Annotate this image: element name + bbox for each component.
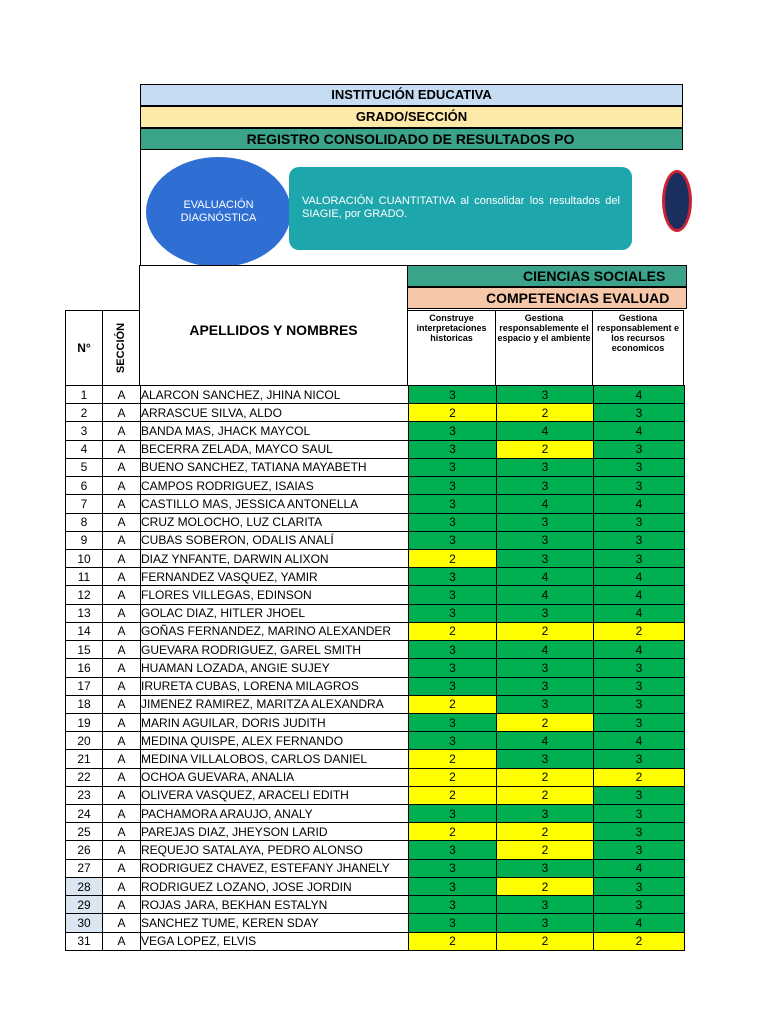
row-number: 24 — [66, 805, 103, 823]
row-seccion: A — [103, 877, 141, 895]
row-seccion: A — [103, 513, 141, 531]
row-comp1-score: 2 — [409, 404, 497, 422]
col-header-seccion — [102, 310, 140, 386]
row-comp3-score: 3 — [594, 841, 685, 859]
row-comp1-score: 3 — [409, 896, 497, 914]
row-comp1-score: 3 — [409, 531, 497, 549]
row-comp1-score: 2 — [409, 786, 497, 804]
row-comp1-score: 3 — [409, 386, 497, 404]
row-comp3-score: 2 — [594, 932, 685, 950]
row-number: 22 — [66, 768, 103, 786]
row-comp2-score: 3 — [497, 386, 594, 404]
row-comp2-score: 3 — [497, 513, 594, 531]
row-number: 12 — [66, 586, 103, 604]
row-comp1-score: 2 — [409, 823, 497, 841]
table-row — [66, 531, 685, 549]
row-student-name: JIMENEZ RAMIREZ, MARITZA ALEXANDRA — [141, 695, 409, 713]
row-comp2-score: 3 — [497, 477, 594, 495]
row-comp1-score: 3 — [409, 586, 497, 604]
row-number: 4 — [66, 440, 103, 458]
row-student-name: GOLAC DIAZ, HITLER JHOEL — [141, 604, 409, 622]
row-student-name: SANCHEZ TUME, KEREN SDAY — [141, 914, 409, 932]
row-number: 7 — [66, 495, 103, 513]
row-comp2-score: 3 — [497, 695, 594, 713]
table-row — [66, 841, 685, 859]
row-comp2-score: 2 — [497, 786, 594, 804]
evaluacion-diagnostica-badge: EVALUACIÓN DIAGNÓSTICA — [146, 157, 291, 267]
row-student-name: FLORES VILLEGAS, EDINSON — [141, 586, 409, 604]
row-number: 9 — [66, 531, 103, 549]
row-comp2-score: 3 — [497, 914, 594, 932]
row-seccion: A — [103, 896, 141, 914]
institucion-band: INSTITUCIÓN EDUCATIVA — [140, 84, 683, 106]
students-table-body — [66, 386, 685, 951]
row-student-name: CAMPOS RODRIGUEZ, ISAIAS — [141, 477, 409, 495]
row-comp3-score: 3 — [594, 531, 685, 549]
row-seccion: A — [103, 805, 141, 823]
table-row — [66, 914, 685, 932]
table-row — [66, 404, 685, 422]
row-comp2-score: 3 — [497, 659, 594, 677]
row-comp1-score: 3 — [409, 914, 497, 932]
row-comp2-score: 2 — [497, 877, 594, 895]
table-row — [66, 477, 685, 495]
row-comp2-score: 3 — [497, 604, 594, 622]
row-comp2-score: 4 — [497, 568, 594, 586]
row-comp2-score: 3 — [497, 549, 594, 567]
row-comp1-score: 3 — [409, 659, 497, 677]
row-comp1-score: 2 — [409, 768, 497, 786]
row-student-name: PACHAMORA ARAUJO, ANALY — [141, 805, 409, 823]
row-student-name: CRUZ MOLOCHO, LUZ CLARITA — [141, 513, 409, 531]
row-seccion: A — [103, 659, 141, 677]
table-row — [66, 677, 685, 695]
row-seccion: A — [103, 586, 141, 604]
row-student-name: MARIN AGUILAR, DORIS JUDITH — [141, 713, 409, 731]
students-table — [65, 385, 685, 951]
row-student-name: VEGA LOPEZ, ELVIS — [141, 932, 409, 950]
row-seccion: A — [103, 458, 141, 476]
row-number: 11 — [66, 568, 103, 586]
row-comp1-score: 2 — [409, 622, 497, 640]
row-comp2-score: 4 — [497, 495, 594, 513]
row-comp3-score: 4 — [594, 641, 685, 659]
row-comp1-score: 3 — [409, 477, 497, 495]
row-comp3-score: 4 — [594, 386, 685, 404]
row-student-name: RODRIGUEZ CHAVEZ, ESTEFANY JHANELY — [141, 859, 409, 877]
row-number: 25 — [66, 823, 103, 841]
row-number: 13 — [66, 604, 103, 622]
row-comp1-score: 3 — [409, 641, 497, 659]
row-number: 28 — [66, 877, 103, 895]
row-seccion: A — [103, 750, 141, 768]
table-row — [66, 513, 685, 531]
table-row — [66, 713, 685, 731]
row-comp3-score: 3 — [594, 823, 685, 841]
row-seccion: A — [103, 440, 141, 458]
table-row — [66, 568, 685, 586]
row-comp2-score: 2 — [497, 440, 594, 458]
seccion-label: SECCIÓN — [115, 322, 127, 374]
table-row — [66, 695, 685, 713]
row-comp3-score: 3 — [594, 549, 685, 567]
row-student-name: DIAZ YNFANTE, DARWIN ALIXON — [141, 549, 409, 567]
row-seccion: A — [103, 422, 141, 440]
row-comp3-score: 3 — [594, 750, 685, 768]
row-comp1-score: 2 — [409, 932, 497, 950]
row-student-name: OCHOA GUEVARA, ANALIA — [141, 768, 409, 786]
row-number: 29 — [66, 896, 103, 914]
row-comp3-score: 3 — [594, 513, 685, 531]
row-comp3-score: 3 — [594, 896, 685, 914]
row-comp1-score: 3 — [409, 458, 497, 476]
row-comp2-score: 2 — [497, 841, 594, 859]
row-comp1-score: 2 — [409, 549, 497, 567]
row-student-name: IRURETA CUBAS, LORENA MILAGROS — [141, 677, 409, 695]
row-student-name: MEDINA QUISPE, ALEX FERNANDO — [141, 732, 409, 750]
row-comp1-score: 3 — [409, 422, 497, 440]
row-comp3-score: 3 — [594, 805, 685, 823]
row-student-name: ARRASCUE SILVA, ALDO — [141, 404, 409, 422]
row-comp3-score: 3 — [594, 713, 685, 731]
area-band: CIENCIAS SOCIALES — [407, 265, 687, 287]
table-row — [66, 659, 685, 677]
table-row — [66, 422, 685, 440]
row-comp3-score: 3 — [594, 659, 685, 677]
table-row — [66, 877, 685, 895]
row-student-name: BECERRA ZELADA, MAYCO SAUL — [141, 440, 409, 458]
row-comp3-score: 2 — [594, 768, 685, 786]
row-number: 21 — [66, 750, 103, 768]
row-number: 30 — [66, 914, 103, 932]
row-seccion: A — [103, 732, 141, 750]
row-seccion: A — [103, 568, 141, 586]
row-student-name: CUBAS SOBERON, ODALIS ANALÍ — [141, 531, 409, 549]
table-row — [66, 768, 685, 786]
row-comp2-score: 3 — [497, 677, 594, 695]
grado-seccion-band: GRADO/SECCIÓN — [140, 106, 683, 128]
row-student-name: ROJAS JARA, BEKHAN ESTALYN — [141, 896, 409, 914]
table-row — [66, 604, 685, 622]
row-seccion: A — [103, 604, 141, 622]
row-student-name: GUEVARA RODRIGUEZ, GAREL SMITH — [141, 641, 409, 659]
row-comp3-score: 3 — [594, 477, 685, 495]
row-number: 17 — [66, 677, 103, 695]
row-seccion: A — [103, 932, 141, 950]
row-number: 8 — [66, 513, 103, 531]
row-comp1-score: 3 — [409, 877, 497, 895]
registro-band: REGISTRO CONSOLIDADO DE RESULTADOS PO — [140, 128, 683, 150]
row-seccion: A — [103, 695, 141, 713]
row-seccion: A — [103, 713, 141, 731]
row-comp1-score: 3 — [409, 732, 497, 750]
table-row — [66, 458, 685, 476]
row-comp2-score: 3 — [497, 896, 594, 914]
row-comp2-score: 4 — [497, 586, 594, 604]
row-comp1-score: 3 — [409, 513, 497, 531]
row-comp2-score: 4 — [497, 422, 594, 440]
row-comp1-score: 3 — [409, 677, 497, 695]
col-header-nombres: APELLIDOS Y NOMBRES — [139, 265, 408, 386]
row-number: 19 — [66, 713, 103, 731]
row-comp3-score: 3 — [594, 404, 685, 422]
row-comp1-score: 2 — [409, 695, 497, 713]
row-student-name: GOÑAS FERNANDEZ, MARINO ALEXANDER — [141, 622, 409, 640]
row-seccion: A — [103, 823, 141, 841]
col-header-numero: N° — [65, 310, 103, 386]
table-row — [66, 786, 685, 804]
row-comp2-score: 3 — [497, 531, 594, 549]
row-student-name: OLIVERA VASQUEZ, ARACELI EDITH — [141, 786, 409, 804]
row-seccion: A — [103, 859, 141, 877]
row-seccion: A — [103, 386, 141, 404]
row-student-name: RODRIGUEZ LOZANO, JOSE JORDIN — [141, 877, 409, 895]
row-seccion: A — [103, 404, 141, 422]
row-number: 26 — [66, 841, 103, 859]
table-row — [66, 896, 685, 914]
table-row — [66, 732, 685, 750]
col-header-comp1: Construye interpretaciones historicas — [407, 310, 496, 386]
row-comp1-score: 3 — [409, 713, 497, 731]
row-seccion: A — [103, 495, 141, 513]
row-student-name: ALARCON SANCHEZ, JHINA NICOL — [141, 386, 409, 404]
row-comp2-score: 4 — [497, 732, 594, 750]
row-comp2-score: 3 — [497, 750, 594, 768]
row-comp3-score: 4 — [594, 732, 685, 750]
row-comp3-score: 4 — [594, 495, 685, 513]
row-comp3-score: 3 — [594, 677, 685, 695]
row-comp1-score: 2 — [409, 750, 497, 768]
row-number: 31 — [66, 932, 103, 950]
table-row — [66, 932, 685, 950]
table-row — [66, 859, 685, 877]
row-comp3-score: 3 — [594, 877, 685, 895]
row-seccion: A — [103, 841, 141, 859]
row-number: 1 — [66, 386, 103, 404]
row-comp2-score: 2 — [497, 932, 594, 950]
row-number: 14 — [66, 622, 103, 640]
valoracion-note: VALORACIÓN CUANTITATIVA al consolidar los resultados del SIAGIE, por GRADO. — [289, 167, 632, 250]
row-seccion: A — [103, 549, 141, 567]
row-comp3-score: 4 — [594, 604, 685, 622]
row-comp2-score: 2 — [497, 768, 594, 786]
row-comp3-score: 4 — [594, 859, 685, 877]
row-comp1-score: 3 — [409, 568, 497, 586]
row-number: 15 — [66, 641, 103, 659]
col-header-comp2: Gestiona responsablemente el espacio y el ambiente — [495, 310, 593, 386]
row-comp1-score: 3 — [409, 859, 497, 877]
row-comp3-score: 4 — [594, 568, 685, 586]
row-comp3-score: 2 — [594, 622, 685, 640]
row-student-name: HUAMAN LOZADA, ANGIE SUJEY — [141, 659, 409, 677]
row-comp3-score: 4 — [594, 914, 685, 932]
row-student-name: PAREJAS DIAZ, JHEYSON LARID — [141, 823, 409, 841]
row-comp2-score: 2 — [497, 622, 594, 640]
row-comp2-score: 3 — [497, 458, 594, 476]
row-comp1-score: 3 — [409, 495, 497, 513]
row-comp2-score: 2 — [497, 713, 594, 731]
table-row — [66, 641, 685, 659]
row-comp1-score: 3 — [409, 604, 497, 622]
school-logo-icon — [662, 170, 692, 232]
row-number: 6 — [66, 477, 103, 495]
row-number: 16 — [66, 659, 103, 677]
row-number: 23 — [66, 786, 103, 804]
col-header-comp3: Gestiona responsablement e los recursos economicos — [592, 310, 684, 386]
row-student-name: MEDINA VILLALOBOS, CARLOS DANIEL — [141, 750, 409, 768]
row-comp2-score: 3 — [497, 859, 594, 877]
row-comp2-score: 2 — [497, 404, 594, 422]
row-comp3-score: 4 — [594, 422, 685, 440]
row-comp2-score: 2 — [497, 823, 594, 841]
row-comp1-score: 3 — [409, 841, 497, 859]
row-seccion: A — [103, 622, 141, 640]
row-comp2-score: 3 — [497, 805, 594, 823]
row-comp1-score: 3 — [409, 805, 497, 823]
row-seccion: A — [103, 786, 141, 804]
table-row — [66, 805, 685, 823]
row-comp3-score: 3 — [594, 440, 685, 458]
row-comp3-score: 4 — [594, 586, 685, 604]
row-number: 3 — [66, 422, 103, 440]
row-number: 5 — [66, 458, 103, 476]
row-number: 20 — [66, 732, 103, 750]
row-number: 18 — [66, 695, 103, 713]
table-row — [66, 622, 685, 640]
row-comp1-score: 3 — [409, 440, 497, 458]
row-seccion: A — [103, 641, 141, 659]
table-row — [66, 495, 685, 513]
row-comp3-score: 3 — [594, 695, 685, 713]
row-number: 27 — [66, 859, 103, 877]
row-seccion: A — [103, 677, 141, 695]
row-student-name: BUENO SANCHEZ, TATIANA MAYABETH — [141, 458, 409, 476]
row-student-name: CASTILLO MAS, JESSICA ANTONELLA — [141, 495, 409, 513]
row-seccion: A — [103, 914, 141, 932]
row-seccion: A — [103, 477, 141, 495]
row-number: 10 — [66, 549, 103, 567]
table-row — [66, 440, 685, 458]
row-seccion: A — [103, 768, 141, 786]
row-seccion: A — [103, 531, 141, 549]
row-comp2-score: 4 — [497, 641, 594, 659]
table-row — [66, 823, 685, 841]
table-row — [66, 586, 685, 604]
row-student-name: BANDA MAS, JHACK MAYCOL — [141, 422, 409, 440]
table-row — [66, 549, 685, 567]
row-comp3-score: 3 — [594, 786, 685, 804]
row-comp3-score: 3 — [594, 458, 685, 476]
competencias-band: COMPETENCIAS EVALUAD — [407, 287, 687, 309]
row-student-name: FERNANDEZ VASQUEZ, YAMIR — [141, 568, 409, 586]
table-row — [66, 386, 685, 404]
row-number: 2 — [66, 404, 103, 422]
row-student-name: REQUEJO SATALAYA, PEDRO ALONSO — [141, 841, 409, 859]
table-row — [66, 750, 685, 768]
